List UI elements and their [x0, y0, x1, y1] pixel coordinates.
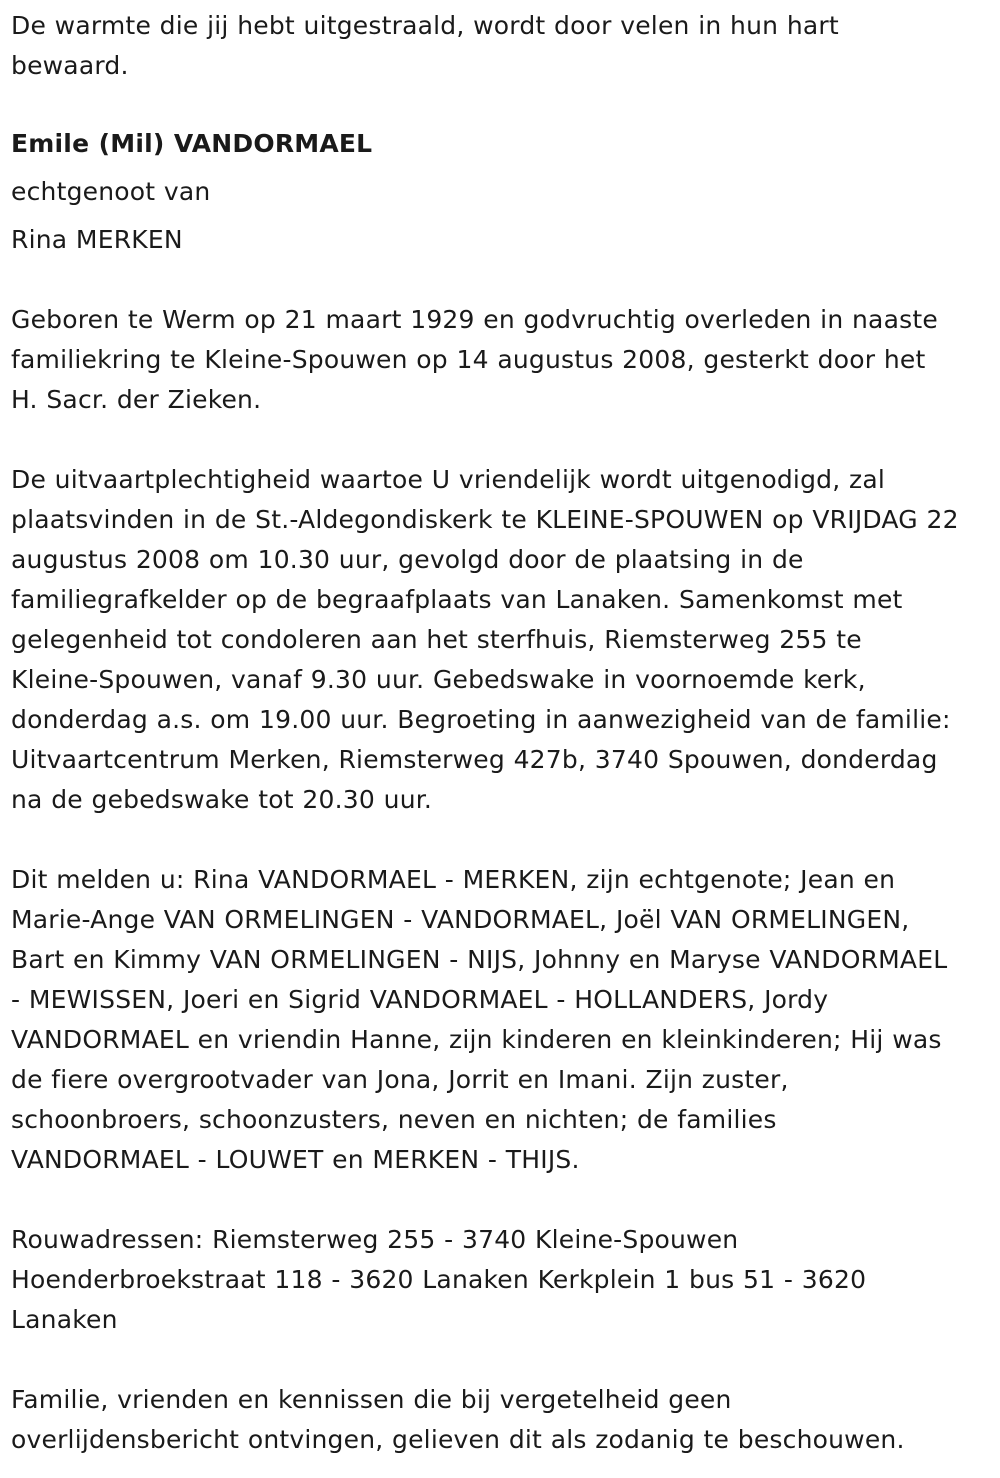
paragraph-line: - MEWISSEN, Joeri en Sigrid VANDORMAEL - HOLLANDERS, Jordy [11, 985, 829, 1014]
paragraph-line: De uitvaartplechtigheid waartoe U vriendelijk wordt uitgenodigd, zal [11, 465, 885, 494]
paragraph-line: schoonbroers, schoonzusters, neven en nichten; de families [11, 1105, 777, 1134]
memorial-quote [11, 6, 990, 86]
paragraph-line: Kleine-Spouwen, vanaf 9.30 uur. Gebedswake in voornoemde kerk, [11, 665, 866, 694]
paragraph-line: gelegenheid tot condoleren aan het sterfhuis, Riemsterweg 255 te [11, 625, 862, 654]
paragraph-line: Bart en Kimmy VAN ORMELINGEN - NIJS, Johnny en Maryse VANDORMAEL [11, 945, 948, 974]
paragraph-line: VANDORMAEL en vriendin Hanne, zijn kinderen en kleinkinderen; Hij was [11, 1025, 942, 1054]
quote-line: bewaard. [11, 51, 129, 80]
paragraph-line: Familie, vrienden en kennissen die bij vergetelheid geen [11, 1385, 732, 1414]
paragraph-line: Uitvaartcentrum Merken, Riemsterweg 427b, 3740 Spouwen, donderdag [11, 745, 938, 774]
paragraph-line: Geboren te Werm op 21 maart 1929 en godvruchtig overleden in naaste [11, 305, 938, 334]
addresses-paragraph [11, 1220, 990, 1340]
quote-line: De warmte die jij hebt uitgestraald, wordt door velen in hun hart [11, 11, 839, 40]
paragraph-line: VANDORMAEL - LOUWET en MERKEN - THIJS. [11, 1145, 580, 1174]
paragraph-line: Marie-Ange VAN ORMELINGEN - VANDORMAEL, Joël VAN ORMELINGEN, [11, 905, 910, 934]
deceased-name: Emile (Mil) VANDORMAEL [11, 129, 373, 158]
paragraph-line: na de gebedswake tot 20.30 uur. [11, 785, 433, 814]
spouse-relation: echtgenoot van [11, 177, 211, 206]
paragraph-line: augustus 2008 om 10.30 uur, gevolgd door de plaatsing in de [11, 545, 804, 574]
paragraph-line: Dit melden u: Rina VANDORMAEL - MERKEN, zijn echtgenote; Jean en [11, 865, 896, 894]
paragraph-line: familiekring te Kleine-Spouwen op 14 augustus 2008, gesterkt door het [11, 345, 926, 374]
paragraph-line: overlijdensbericht ontvingen, gelieven dit als zodanig te beschouwen. [11, 1425, 905, 1454]
paragraph-line: familiegrafkelder op de begraafplaats van Lanaken. Samenkomst met [11, 585, 903, 614]
spouse-name: Rina MERKEN [11, 225, 183, 254]
paragraph-line: H. Sacr. der Zieken. [11, 385, 262, 414]
funeral-paragraph [11, 460, 990, 820]
paragraph-line: Rouwadressen: Riemsterweg 255 - 3740 Kleine-Spouwen [11, 1225, 739, 1254]
birth-death-paragraph [11, 300, 990, 420]
paragraph-line: plaatsvinden in de St.-Aldegondiskerk te KLEINE-SPOUWEN op VRIJDAG 22 [11, 505, 959, 534]
paragraph-line: de fiere overgrootvader van Jona, Jorrit en Imani. Zijn zuster, [11, 1065, 789, 1094]
paragraph-line: Lanaken [11, 1305, 118, 1334]
closing-paragraph [11, 1380, 990, 1460]
family-paragraph [11, 860, 990, 1180]
paragraph-line: Hoenderbroekstraat 118 - 3620 Lanaken Kerkplein 1 bus 51 - 3620 [11, 1265, 867, 1294]
paragraph-line: donderdag a.s. om 19.00 uur. Begroeting in aanwezigheid van de familie: [11, 705, 951, 734]
